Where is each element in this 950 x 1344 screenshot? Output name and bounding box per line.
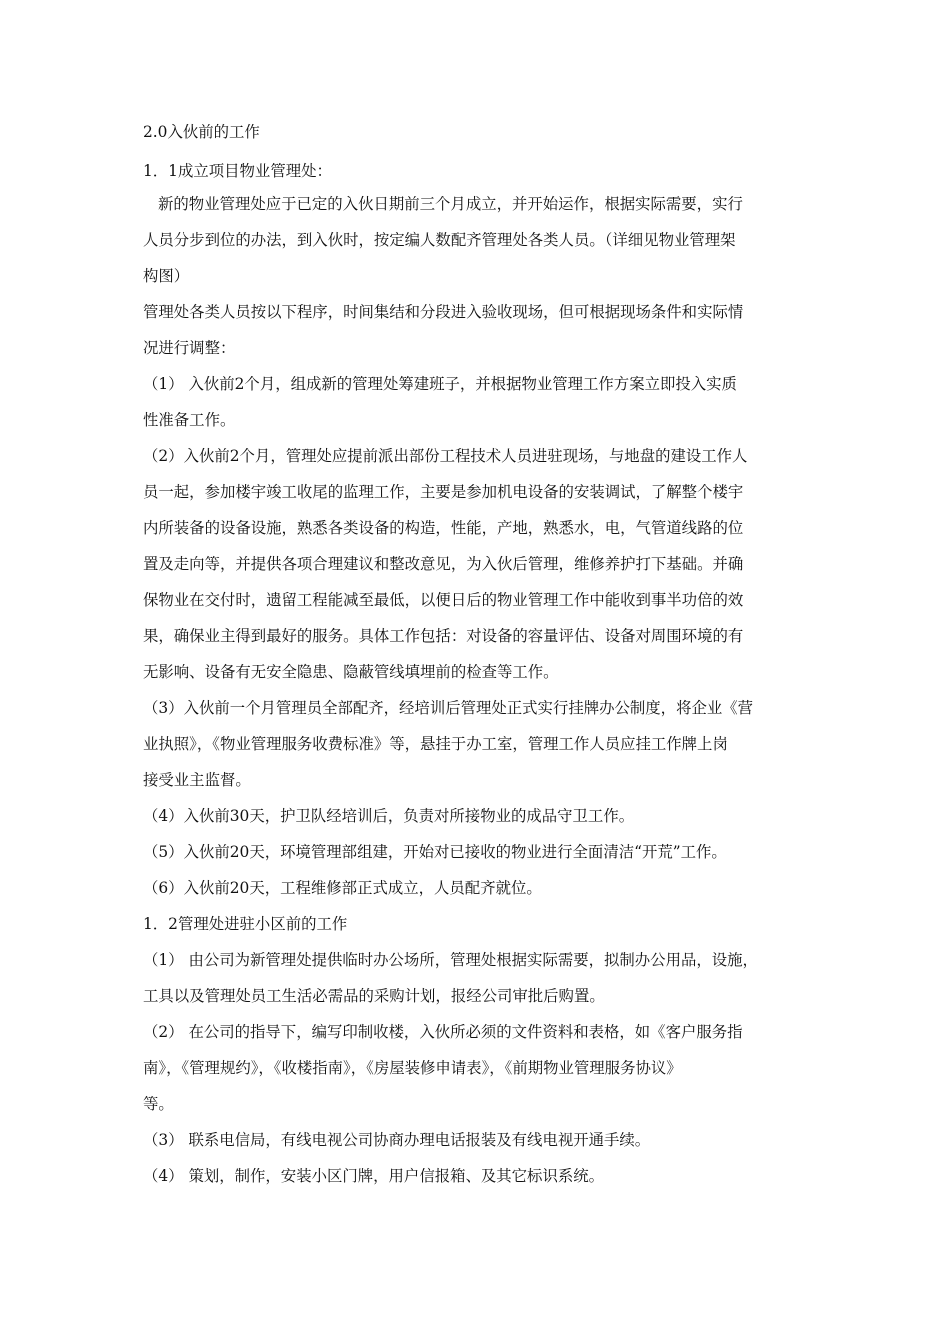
text-line: 人员分步到位的办法，到入伙时，按定编人数配齐管理处各类人员。（详细见物业管理架 xyxy=(143,231,736,249)
text-line: 南》，《管理规约》，《收楼指南》，《房屋装修申请表》，《前期物业管理服务协议》 xyxy=(143,1059,682,1077)
text-line: 无影响、设备有无安全隐患、隐蔽管线填埋前的检查等工作。 xyxy=(143,663,559,681)
paragraph-staff-schedule xyxy=(143,294,823,366)
list-item-2-1 xyxy=(143,942,823,1014)
text-line: 内所装备的设备设施，熟悉各类设备的构造，性能，产地，熟悉水，电，气管道线路的位 xyxy=(143,519,744,537)
list-item-4 xyxy=(143,798,823,834)
subsection-title-1-2: 1．2管理处进驻小区前的工作 xyxy=(143,915,348,933)
document-body xyxy=(143,121,823,1194)
list-item-1 xyxy=(143,366,823,438)
text-line: 新的物业管理处应于已定的入伙日期前三个月成立，并开始运作，根据实际需要，实行 xyxy=(158,195,743,213)
list-item-2-3 xyxy=(143,1122,823,1158)
text-line: （6）入伙前20天，工程维修部正式成立，人员配齐就位。 xyxy=(143,879,542,897)
text-line: 工具以及管理处员工生活必需品的采购计划，报经公司审批后购置。 xyxy=(143,987,605,1005)
text-line: 接受业主监督。 xyxy=(143,771,251,789)
section-heading: 2.0入伙前的工作 xyxy=(143,123,260,141)
subsection-title-1-1: 1．1成立项目物业管理处： xyxy=(143,162,332,180)
text-line: （1） 入伙前2个月，组成新的管理处筹建班子，并根据物业管理工作方案立即投入实质 xyxy=(143,375,737,393)
text-line: 果，确保业主得到最好的服务。具体工作包括：对设备的容量评估、设备对周围环境的有 xyxy=(143,627,744,645)
text-line: 构图） xyxy=(143,267,190,285)
list-item-2-4 xyxy=(143,1158,823,1194)
text-line: 员一起，参加楼宇竣工收尾的监理工作，主要是参加机电设备的安装调试，了解整个楼宇 xyxy=(143,483,744,501)
text-line: 况进行调整： xyxy=(143,339,236,357)
text-line: （1） 由公司为新管理处提供临时办公场所，管理处根据实际需要，拟制办公用品，设施， xyxy=(143,951,758,969)
text-line: 性准备工作。 xyxy=(143,411,236,429)
text-line: （4）入伙前30天，护卫队经培训后，负责对所接物业的成品守卫工作。 xyxy=(143,807,635,825)
text-line: 业执照》，《物业管理服务收费标准》等，悬挂于办工室，管理工作人员应挂工作牌上岗 xyxy=(143,735,728,753)
text-line: （5）入伙前20天，环境管理部组建，开始对已接收的物业进行全面清洁“开荒”工作。 xyxy=(143,843,727,861)
text-line: （3） 联系电信局，有线电视公司协商办理电话报装及有线电视开通手续。 xyxy=(143,1131,651,1149)
list-item-5 xyxy=(143,834,823,870)
list-item-2-2 xyxy=(143,1014,823,1122)
text-line: （3）入伙前一个月管理员全部配齐，经培训后管理处正式实行挂牌办公制度，将企业《营 xyxy=(143,699,754,717)
list-item-2 xyxy=(143,438,823,690)
subsection-title-1-2-wrap xyxy=(143,906,823,942)
text-line: （4） 策划，制作，安装小区门牌，用户信报箱、及其它标识系统。 xyxy=(143,1167,605,1185)
text-line: （2） 在公司的指导下，编写印制收楼，入伙所必须的文件资料和表格，如《客户服务指 xyxy=(143,1023,743,1041)
text-line: 等。 xyxy=(143,1095,174,1113)
paragraph-office-setup xyxy=(143,186,823,294)
text-line: （2）入伙前2个月，管理处应提前派出部份工程技术人员进驻现场，与地盘的建设工作人 xyxy=(143,447,748,465)
list-item-3 xyxy=(143,690,823,798)
text-line: 保物业在交付时，遗留工程能减至最低，以便日后的物业管理工作中能收到事半功倍的效 xyxy=(143,591,744,609)
list-item-6 xyxy=(143,870,823,906)
text-line: 置及走向等，并提供各项合理建议和整改意见，为入伙后管理，维修养护打下基础。并确 xyxy=(143,555,744,573)
text-line: 管理处各类人员按以下程序，时间集结和分段进入验收现场，但可根据现场条件和实际情 xyxy=(143,303,744,321)
